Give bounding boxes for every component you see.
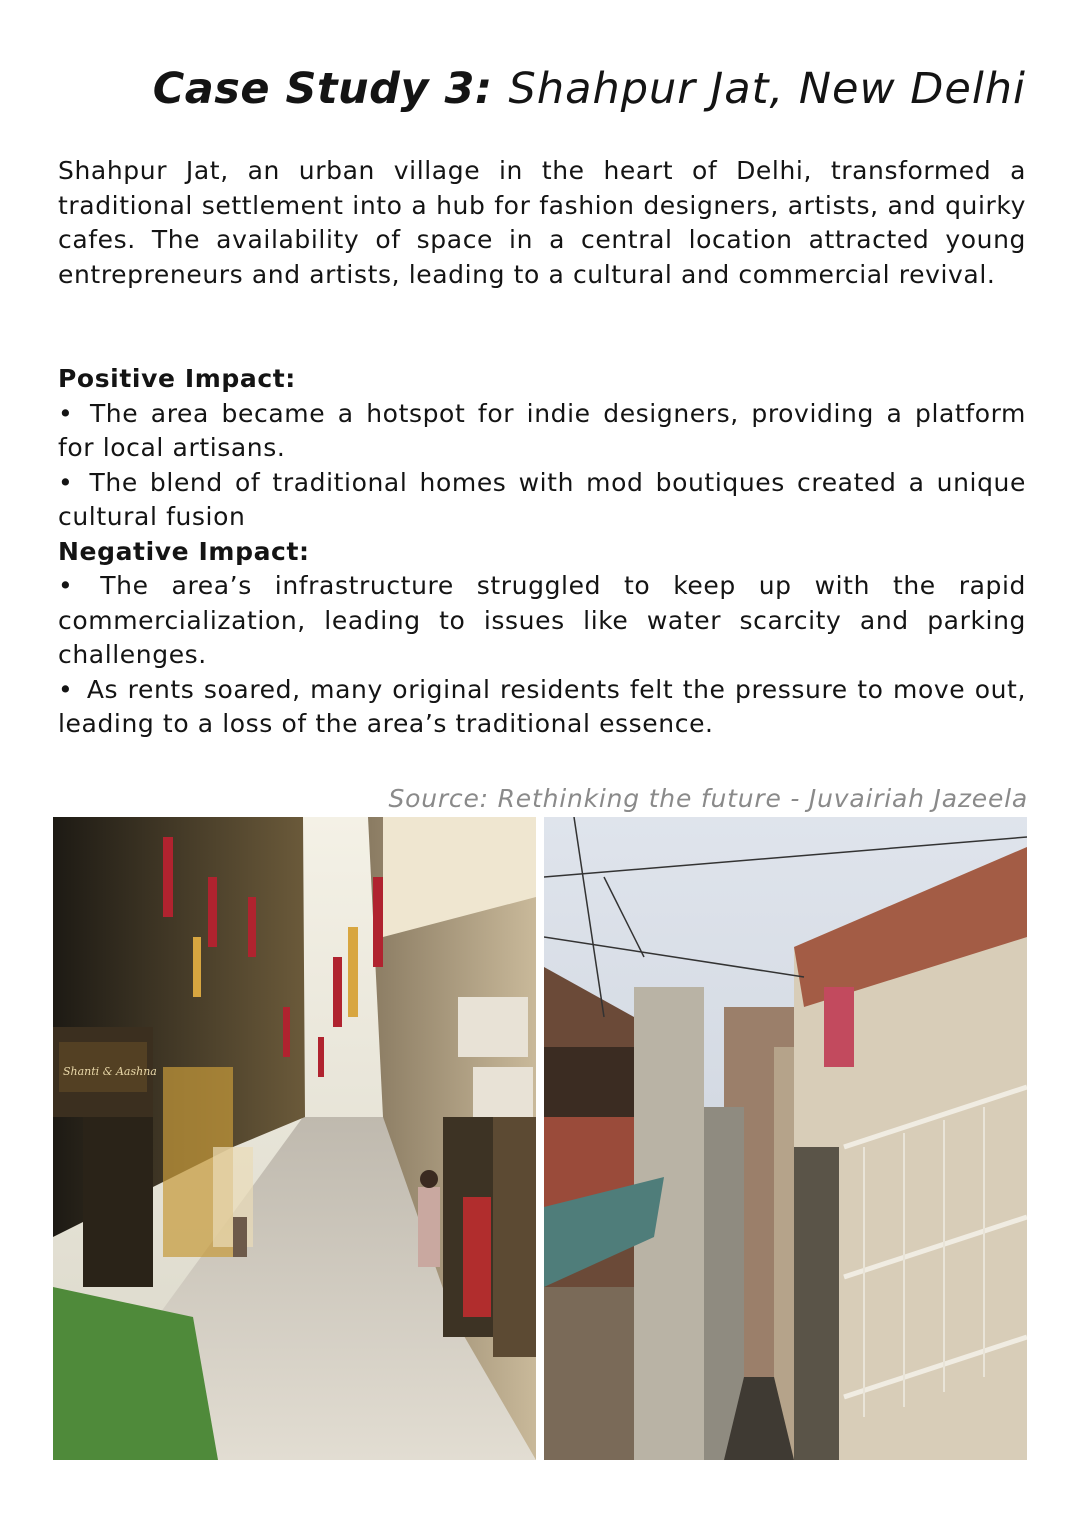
- negative-impact-text: The area’s infrastructure struggled to keep up with the rapid commercialization, leading to issues like water scarcity and parking challenges.: [58, 571, 1026, 669]
- bullet-icon: •: [58, 674, 74, 704]
- intro-paragraph: Shahpur Jat, an urban village in the heart of Delhi, transformed a traditional settlement into a hub for fashion designers, artists, and quirky cafes. The availability of space in a central location attracted young entrepreneurs and artists, leading to a cultural and commercial revival.: [58, 156, 1026, 289]
- negative-impact-heading: Negative Impact:: [58, 536, 310, 566]
- impacts-section: [58, 362, 1026, 742]
- shop-sign-text: Shanti & Aashna: [63, 1065, 157, 1078]
- negative-impact-item: [58, 673, 1026, 742]
- positive-impact-text: The blend of traditional homes with mod boutiques created a unique cultural fusion: [58, 467, 1026, 531]
- positive-impact-item: [58, 466, 1026, 535]
- source-caption: Source: Rethinking the future - Juvairiah Jazeela: [388, 784, 1028, 813]
- positive-impact-heading: Positive Impact:: [58, 364, 296, 393]
- title-location: Shahpur Jat, New Delhi: [508, 64, 1026, 114]
- street-photo: [53, 817, 536, 1460]
- negative-impact-text: As rents soared, many original residents felt the pressure to move out, leading to a loss of the area’s traditional essence.: [58, 674, 1026, 738]
- alley-buildings-photo: [544, 817, 1027, 1460]
- bullet-icon: •: [58, 467, 74, 497]
- positive-impact-text: The area became a hotspot for indie designers, providing a platform for local artisans.: [58, 398, 1027, 462]
- positive-impact-item: [58, 397, 1026, 466]
- title-case-label: Case Study 3:: [152, 64, 493, 114]
- negative-impact-item: [58, 569, 1026, 673]
- page-title: [58, 62, 1026, 116]
- bullet-icon: •: [58, 571, 74, 600]
- bullet-icon: •: [58, 398, 74, 428]
